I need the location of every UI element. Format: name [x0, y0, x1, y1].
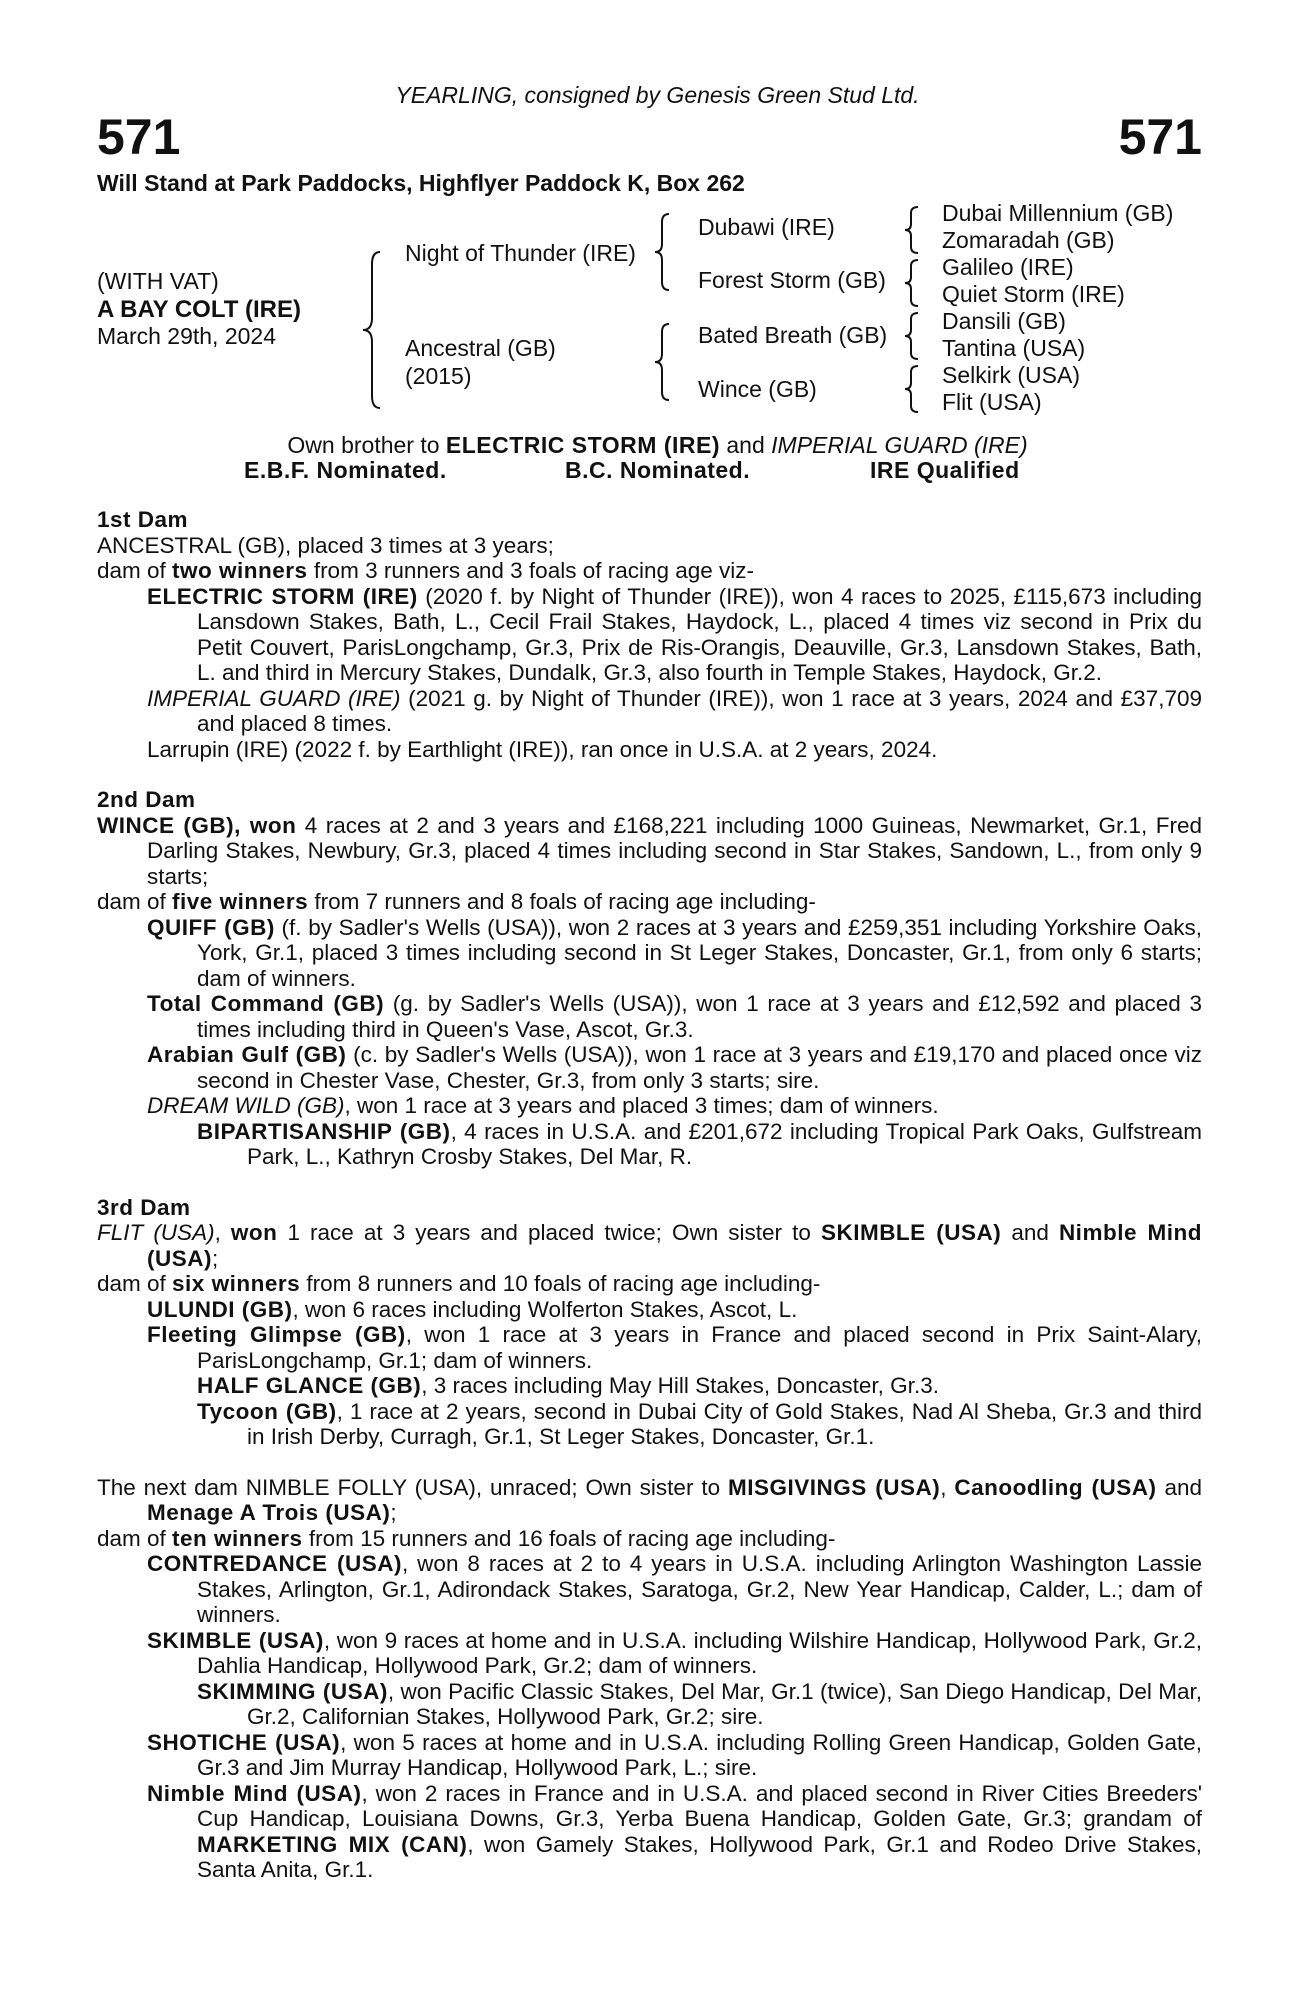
- stand-location: Will Stand at Park Paddocks, Highflyer Paddock K, Box 262: [97, 170, 745, 196]
- brother-and: and: [720, 432, 772, 458]
- first-dam-line1: ANCESTRAL (GB), placed 3 times at 3 years;: [97, 532, 554, 558]
- horse-dob: March 29th, 2024: [97, 323, 277, 349]
- ire-qualified: IRE Qualified: [870, 457, 1020, 483]
- third-dam-entry-2: Fleeting Glimpse (GB), won 1 race at 3 years in France and placed second in Prix Saint-Alary, ParisLongchamp, Gr.1; dam of winners.: [147, 1322, 1202, 1373]
- ebf-nominated: E.B.F. Nominated.: [244, 457, 447, 483]
- third-dam-section: [97, 1195, 1202, 1450]
- pedigree-sire-dam: Forest Storm (GB): [698, 267, 886, 293]
- second-dam-produce-line: dam of five winners from 7 runners and 8 foals of racing age including-: [97, 889, 816, 914]
- first-dam-entry-2: IMPERIAL GUARD (IRE) (2021 g. by Night of Thunder (IRE)), won 1 race at 3 years, 2024 and £37,709 and placed 8 times.: [147, 685, 1202, 736]
- pedigree-brace-sire: [652, 212, 676, 292]
- pedigree-sds: Galileo (IRE): [942, 254, 1074, 280]
- second-dam-entry-3: Arabian Gulf (GB) (c. by Sadler's Wells (USA)), won 1 race at 3 years and £19,170 and placed once viz second in Chester Vase, Chester, Gr.3, from only 3 starts; sire.: [147, 1042, 1202, 1093]
- first-dam-entry-1: ELECTRIC STORM (IRE) (2020 f. by Night of Thunder (IRE)), won 4 races to 2025, £115,673 including Lansdown Stakes, Bath, L., Cecil Frail Stakes, Haydock, L., placed 4 times viz second in Prix du Petit Couvert, ParisLongchamp, Gr.3, Prix de Ris-Orangis, Deauville, Gr.3, Lansdown Stakes, Bath, L. and third in Mercury Stakes, Dundalk, Gr.3, also fourth in Temple Stakes, Haydock, Gr.2.: [147, 583, 1202, 685]
- pedigree-brace-3: [902, 311, 924, 361]
- next-dam-produce-line: dam of ten winners from 15 runners and 16 foals of racing age including-: [97, 1525, 836, 1551]
- pedigree-dss: Dansili (GB): [942, 308, 1066, 334]
- pedigree-brace-1: [902, 205, 924, 255]
- pedigree-sss: Dubai Millennium (GB): [942, 200, 1174, 226]
- next-dam-entry-3: SKIMMING (USA), won Pacific Classic Stakes, Del Mar, Gr.1 (twice), San Diego Handicap, Del Mar, Gr.2, Californian Stakes, Hollywood Park, Gr.2; sire.: [197, 1678, 1202, 1729]
- second-dam-entry-4: DREAM WILD (GB), won 1 race at 3 years and placed 3 times; dam of winners.: [147, 1093, 939, 1118]
- second-dam-entry-5: BIPARTISANSHIP (GB), 4 races in U.S.A. and £201,672 including Tropical Park Oaks, Gulfstream Park, L., Kathryn Crosby Stakes, Del Mar, R.: [197, 1118, 1202, 1169]
- brother-2: IMPERIAL GUARD (IRE): [771, 432, 1028, 458]
- pedigree-dam-sire: Bated Breath (GB): [698, 322, 888, 348]
- second-dam-section: [97, 787, 1202, 1170]
- next-dam-intro: The next dam NIMBLE FOLLY (USA), unraced; Own sister to MISGIVINGS (USA), Canoodling (USA) and Menage A Trois (USA);: [97, 1474, 1202, 1525]
- first-dam-line2: dam of two winners from 3 runners and 3 foals of racing age viz-: [97, 558, 755, 583]
- next-dam-entry-2: SKIMBLE (USA), won 9 races at home and in U.S.A. including Wilshire Handicap, Hollywood Park, Gr.2, Dahlia Handicap, Hollywood Park, Gr.2; dam of winners.: [147, 1627, 1202, 1678]
- brother-1: ELECTRIC STORM (IRE): [445, 432, 720, 458]
- third-dam-heading: 3rd Dam: [97, 1194, 191, 1220]
- brother-prefix: Own brother to: [287, 432, 446, 458]
- pedigree-brace-dam: [652, 322, 676, 402]
- first-dam-section: [97, 507, 1202, 762]
- second-dam-entry-2: Total Command (GB) (g. by Sadler's Wells (USA)), won 1 race at 3 years and £12,592 and placed 3 times including third in Queen's Vase, Ascot, Gr.3.: [147, 991, 1202, 1042]
- third-dam-produce-line: dam of six winners from 8 runners and 10 foals of racing age including-: [97, 1271, 821, 1296]
- pedigree-brace-main: [360, 250, 390, 410]
- next-dam-entry-5: Nimble Mind (USA), won 2 races in France and in U.S.A. and placed second in River Cities Breeders' Cup Handicap, Louisiana Downs, Gr.3, Yerba Buena Handicap, Golden Gate, Gr.3; grandam of MARKETING MIX (CAN), won Gamely Stakes, Hollywood Park, Gr.1 and Rodeo Drive Stakes, Santa Anita, Gr.1.: [147, 1780, 1203, 1882]
- pedigree-dam: Ancestral (GB): [405, 335, 556, 361]
- pedigree-sire-sire: Dubawi (IRE): [698, 214, 835, 240]
- pedigree-dsd: Tantina (USA): [942, 335, 1086, 361]
- next-dam-entry-1: CONTREDANCE (USA), won 8 races at 2 to 4 years in U.S.A. including Arlington Washington Lassie Stakes, Arlington, Gr.1, Adirondack Stakes, Saratoga, Gr.2, New Year Handicap, Calder, L.; dam of winners.: [147, 1551, 1203, 1627]
- next-dam-section: [97, 1475, 1202, 1883]
- third-dam-entry-1: ULUNDI (GB), won 6 races including Wolferton Stakes, Ascot, L.: [147, 1296, 798, 1322]
- lot-number-left: 571: [97, 109, 181, 165]
- second-dam-entry-1: QUIFF (GB) (f. by Sadler's Wells (USA)), won 2 races at 3 years and £259,351 including Yorkshire Oaks, York, Gr.1, placed 3 times including second in St Leger Stakes, Doncaster, Gr.1, from only 6 starts; dam of winners.: [147, 914, 1202, 991]
- third-dam-entry-4: Tycoon (GB), 1 race at 2 years, second in Dubai City of Gold Stakes, Nad Al Sheba, Gr.3 and third in Irish Derby, Curragh, Gr.1, St Leger Stakes, Doncaster, Gr.1.: [197, 1398, 1203, 1449]
- second-dam-intro: WINCE (GB), won 4 races at 2 and 3 years and £168,221 including 1000 Guineas, Newmarket, Gr.1, Fred Darling Stakes, Newbury, Gr.3, placed 4 times including second in Star Stakes, Sandown, L., from only 9 starts;: [97, 812, 1202, 889]
- second-dam-heading: 2nd Dam: [97, 787, 196, 812]
- pedigree-sdd: Quiet Storm (IRE): [942, 281, 1125, 307]
- third-dam-intro: FLIT (USA), won 1 race at 3 years and placed twice; Own sister to SKIMBLE (USA) and Nimble Mind (USA);: [97, 1220, 1203, 1271]
- pedigree-dam-year: (2015): [405, 363, 472, 389]
- third-dam-entry-3: HALF GLANCE (GB), 3 races including May Hill Stakes, Doncaster, Gr.3.: [197, 1373, 939, 1398]
- pedigree-brace-4: [902, 364, 924, 414]
- horse-name: A BAY COLT (IRE): [97, 296, 302, 323]
- pedigree-dam-dam: Wince (GB): [698, 376, 817, 402]
- pedigree-ddd: Flit (USA): [942, 389, 1042, 415]
- first-dam-heading: 1st Dam: [97, 507, 189, 532]
- consignment-line: YEARLING, consigned by Genesis Green Stud Ltd.: [395, 82, 920, 108]
- pedigree-sire: Night of Thunder (IRE): [405, 240, 636, 266]
- vat-note: (WITH VAT): [97, 268, 219, 294]
- lot-number-right: 571: [1118, 109, 1202, 165]
- bc-nominated: B.C. Nominated.: [565, 457, 751, 483]
- own-brother-line: [0, 432, 1315, 459]
- pedigree-dds: Selkirk (USA): [942, 362, 1081, 388]
- first-dam-entry-3: Larrupin (IRE) (2022 f. by Earthlight (IRE)), ran once in U.S.A. at 2 years, 2024.: [147, 736, 938, 762]
- next-dam-entry-4: SHOTICHE (USA), won 5 races at home and in U.S.A. including Rolling Green Handicap, Golden Gate, Gr.3 and Jim Murray Handicap, Hollywood Park, L.; sire.: [147, 1729, 1203, 1780]
- catalogue-body: [97, 507, 1202, 1908]
- pedigree-brace-2: [902, 258, 924, 308]
- pedigree-ssd: Zomaradah (GB): [942, 227, 1115, 253]
